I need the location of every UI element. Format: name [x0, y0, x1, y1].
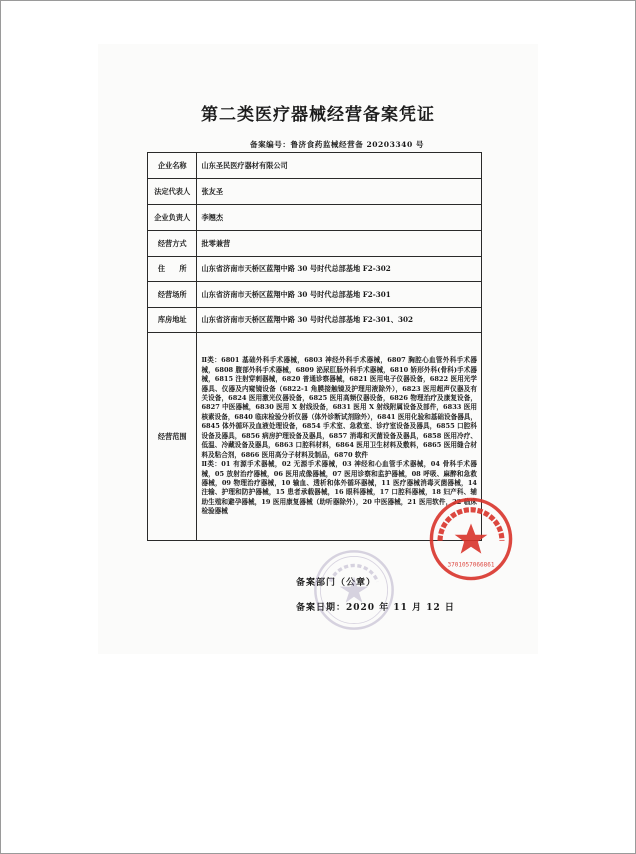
table-row — [148, 153, 482, 179]
record-date-label: 备案日期： — [296, 603, 347, 613]
row-value: 山东省济南市天桥区蓝翔中路 30 号时代总部基地 F2-301 — [197, 282, 482, 308]
company-seal-icon — [428, 496, 514, 582]
table-row — [148, 308, 482, 333]
record-number-value: 鲁济食药监械经营备 20203340 号 — [290, 140, 424, 149]
row-value: 山东圣民医疗器材有限公司 — [197, 153, 482, 179]
table-row — [148, 179, 482, 205]
table-row — [148, 257, 482, 282]
row-label: 库房地址 — [148, 308, 197, 333]
seal-number: 3701057066861 — [447, 561, 495, 569]
day-unit: 日 — [444, 603, 455, 613]
table-row — [148, 231, 482, 257]
info-table — [147, 152, 482, 541]
row-label: 法定代表人 — [148, 179, 197, 205]
record-number — [250, 139, 540, 150]
year-unit: 年 — [379, 603, 390, 613]
date-month: 11 — [393, 603, 408, 613]
row-label: 企业负责人 — [148, 205, 197, 231]
row-value: 山东省济南市天桥区蓝翔中路 30 号时代总部基地 F2-302 — [197, 257, 482, 282]
scope-class2-new: Ⅱ类：01 有源手术器械，02 无源手术器械，03 神经和心血管手术器械，04 骨科手术器械，05 放射治疗器械，06 医用成像器械，07 医用诊察和监护器械，08 呼吸、麻醉和急救器械，09 物理治疗器械，10 输血、透析和体外循环器械，11 医疗器械消毒灭菌器械，14 注输、护理和防护器械，15 患者承载器械，16 眼科器械，17 口腔科器械，18 妇产科、辅助生殖和避孕器械，19 医用康复器械（助听器除外），20 中医器械，21 医用软件，22 临床检验器械 — [201, 460, 477, 516]
month-unit: 月 — [412, 603, 423, 613]
date-day: 12 — [426, 603, 441, 613]
row-label: 经营场所 — [148, 282, 197, 308]
row-label: 企业名称 — [148, 153, 197, 179]
document-title: 第二类医疗器械经营备案凭证 — [201, 105, 435, 125]
date-year: 2020 — [346, 603, 376, 613]
record-department: 备案部门（公章） — [296, 578, 377, 588]
table-row — [148, 282, 482, 308]
scope-class2-old: Ⅱ类：6801 基础外科手术器械，6803 神经外科手术器械，6807 胸腔心血管外科手术器械，6808 腹部外科手术器械，6809 泌尿肛肠外科手术器械，6810 矫形外科(骨科)手术器械，6815 注射穿刺器械，6820 普通诊察器械，6821 医用电子仪器设备，6822 医用光学器具、仪器及内窥镜设备（6822-1 角膜接触镜及护理用液除外），6823 医用超声仪器及有关设备，6824 医用激光仪器设备，6825 医用高频仪器设备，6826 物理治疗及康复设备，6827 中医器械，6830 医用 X 射线设备，6831 医用 X 射线附属设备及部件，6833 医用核素设备，6840 临床检验分析仪器（体外诊断试剂除外），6841 医用化验和基础设备器具，6845 体外循环及血液处理设备，6854 手术室、急救室、诊疗室设备及器具，6855 口腔科设备及器具，6856 病房护理设备及器具，6857 消毒和灭菌设备及器具，6858 医用冷疗、低温、冷藏设备及器具，6863 口腔科材料，6864 医用卫生材料及敷料，6865 医用缝合材料及粘合剂，6866 医用高分子材料及制品，6870 软件 — [201, 356, 477, 459]
row-value: 山东省济南市天桥区蓝翔中路 30 号时代总部基地 F2-301、302 — [197, 308, 482, 333]
row-value: 张友圣 — [197, 179, 482, 205]
official-seal-icon — [312, 548, 396, 632]
table-row — [148, 205, 482, 231]
row-label: 住 所 — [148, 257, 197, 282]
scope-label: 经营范围 — [148, 333, 197, 541]
row-value: 批零兼营 — [197, 231, 482, 257]
record-number-label: 备案编号： — [250, 140, 291, 149]
row-value: 李翘杰 — [197, 205, 482, 231]
row-label: 经营方式 — [148, 231, 197, 257]
